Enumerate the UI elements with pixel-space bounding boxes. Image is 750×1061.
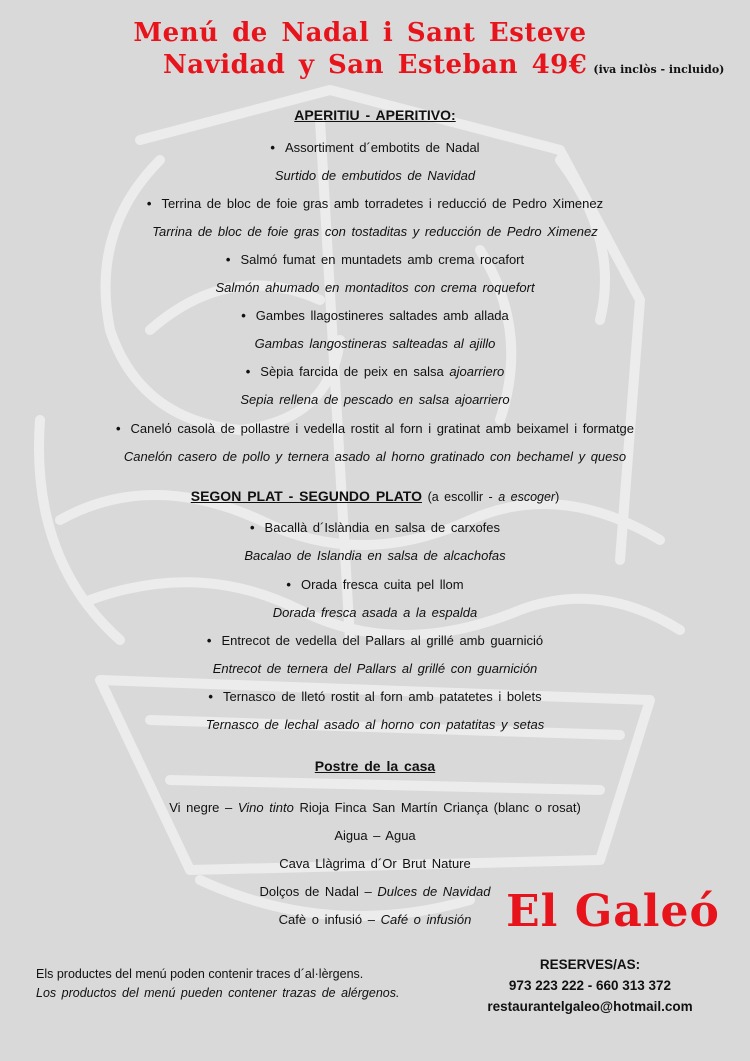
segon-note-ca: (a escollir - <box>427 490 499 504</box>
item-es: Surtido de embutidos de Navidad <box>274 168 476 183</box>
bullet-icon: • <box>270 140 275 155</box>
item-ca: Terrina de bloc de foie gras amb torradetes i reducció de Pedro Ximenez <box>161 196 604 211</box>
item-es: Canelón casero de pollo y ternera asado al horno gratinado con bechamel y queso <box>123 449 627 464</box>
bullet-icon: • <box>249 520 255 535</box>
item-ca: Entrecot de vedella del Pallars al grillé amb guarnició <box>221 633 544 648</box>
menu-item <box>0 196 750 211</box>
bullet-icon: • <box>241 308 246 323</box>
item-es: Tarrina de bloc de foie gras con tostaditas y reducción de Pedro Ximenez <box>152 224 598 239</box>
item-es: Salmón ahumado en montaditos con crema roquefort <box>215 280 535 295</box>
allergen-note-es: Los productos del menú pueden contener trazas de alérgenos. <box>36 986 400 1000</box>
menu-item <box>0 577 750 592</box>
drink-line <box>0 828 750 843</box>
segon-heading-row <box>0 488 750 504</box>
drink-ca: Dolços de Nadal – <box>259 884 378 899</box>
drink-line <box>0 856 750 871</box>
drink-es: Dulces de Navidad <box>377 884 491 899</box>
item-ca: Salmó fumat en muntadets amb crema rocafort <box>240 252 525 267</box>
item-ca: Orada fresca cuita pel llom <box>300 577 464 592</box>
drink-es: Vino tinto <box>237 800 294 815</box>
el-galeo-logo: El Galeó <box>506 886 720 937</box>
segon-heading: SEGON PLAT - SEGUNDO PLATO <box>190 488 422 504</box>
menu-item <box>0 364 750 379</box>
postre-heading-row <box>0 758 750 774</box>
drink-ca: Aigua – Agua <box>334 828 416 843</box>
reserves-label: RESERVES/AS: <box>539 957 641 972</box>
item-ca: Bacallà d´Islàndia en salsa de carxofes <box>264 520 501 535</box>
price-note: (iva inclòs - incluido) <box>593 63 725 76</box>
drink-es: Café o infusión <box>380 912 472 927</box>
menu-subtitle-text: Navidad y San Esteban 49€ <box>163 50 588 80</box>
segon-note-es: a escoger <box>498 490 556 504</box>
item-es: Entrecot de ternera del Pallars al grillé con guarnición <box>212 661 538 676</box>
menu-item <box>0 520 750 535</box>
reserves-email[interactable]: restaurantelgaleo@hotmail.com <box>487 999 693 1014</box>
item-ca-italic: ajoarriero <box>449 364 505 379</box>
segon-note-end: ) <box>555 490 560 504</box>
item-ca: Assortiment d´embotits de Nadal <box>284 140 480 155</box>
item-ca: Sèpia farcida de peix en salsa <box>260 364 444 379</box>
item-ca: Canelό casolà de pollastre i vedella rostit al forn i gratinat amb beixamel i formatge <box>130 421 635 436</box>
menu-item <box>0 140 750 155</box>
aperitiu-heading: APERITIU - APERITIVO: <box>294 107 456 123</box>
drink-rest: Rioja Finca San Martín Criança (blanc o rosat) <box>293 800 581 815</box>
item-ca: Ternasco de lletó rostit al forn amb patatetes i bolets <box>222 689 542 704</box>
segon-note <box>428 490 560 504</box>
bullet-icon: • <box>115 421 121 436</box>
reserves-phones[interactable]: 973 223 222 - 660 313 372 <box>508 978 672 993</box>
menu-title: Menú de Nadal i Sant Esteve <box>133 18 587 48</box>
postre-heading: Postre de la casa <box>314 758 436 774</box>
item-es: Ternasco de lechal asado al horno con patatitas y setas <box>205 717 545 732</box>
drink-line <box>0 800 750 815</box>
bullet-icon: • <box>286 577 291 592</box>
drink-ca: Cava Llàgrima d´Or Brut Nature <box>279 856 471 871</box>
allergen-note-ca: Els productes del menú poden contenir traces d´al·lèrgens. <box>36 967 364 981</box>
menu-item <box>0 421 750 436</box>
bullet-icon: • <box>245 364 251 379</box>
drink-ca: Vi negre – <box>169 800 238 815</box>
item-es: Sepia rellena de pescado en salsa ajoarriero <box>240 392 510 407</box>
drink-ca: Cafè o infusió – <box>278 912 381 927</box>
item-es: Dorada fresca asada a la espalda <box>272 605 478 620</box>
menu-item <box>0 252 750 267</box>
bullet-icon: • <box>225 252 231 267</box>
menu-item <box>0 689 750 704</box>
menu-subtitle <box>163 50 724 80</box>
bullet-icon: • <box>146 196 152 211</box>
item-es: Gambas langostineras salteadas al ajillo <box>254 336 496 351</box>
aperitiu-heading-row <box>0 107 750 123</box>
menu-item <box>0 633 750 648</box>
bullet-icon: • <box>208 689 213 704</box>
bullet-icon: • <box>206 633 212 648</box>
item-ca: Gambes llagostineres saltades amb allada <box>255 308 509 323</box>
item-es: Bacalao de Islandia en salsa de alcachofas <box>244 548 506 563</box>
menu-item <box>0 308 750 323</box>
